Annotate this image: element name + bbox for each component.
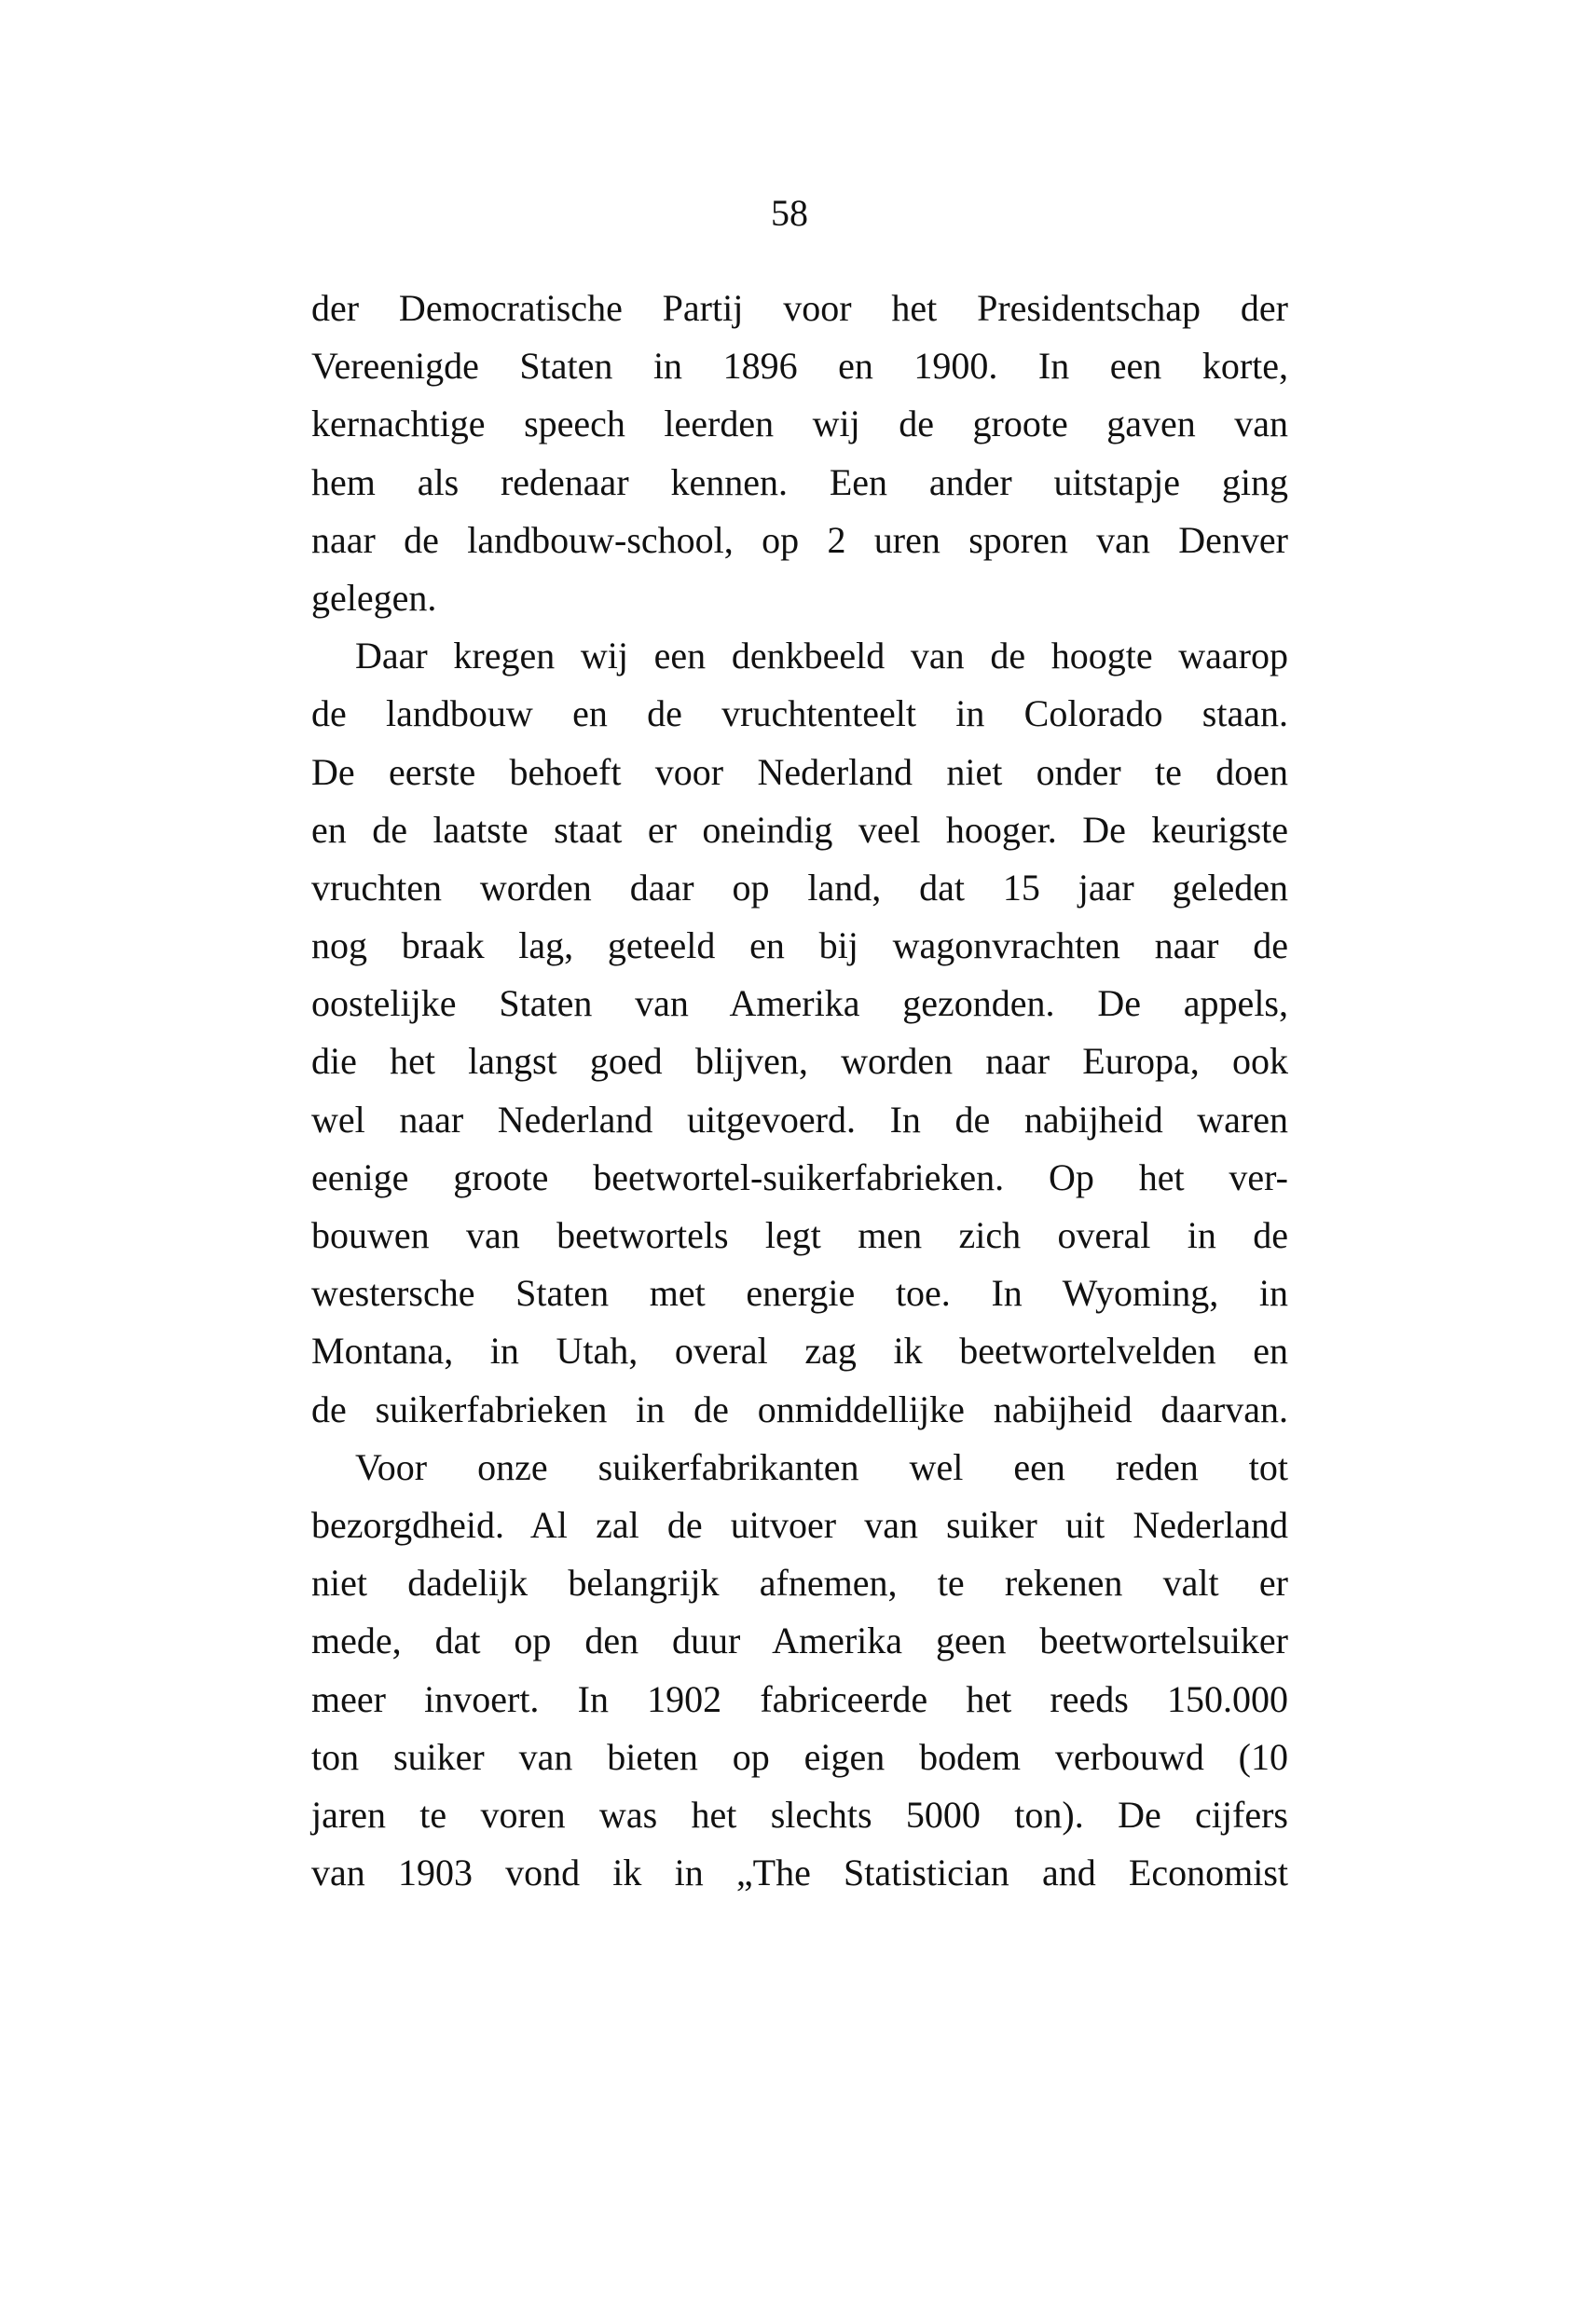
body-text [311, 280, 1288, 1902]
text-line: jaren te voren was het slechts 5000 ton). De cijfers [311, 1793, 1288, 1836]
text-line: kernachtige speech leerden wij de groote gaven van [311, 403, 1288, 445]
text-line: hem als redenaar kennen. Een ander uitstapje ging [311, 460, 1288, 503]
text-line: mede, dat op den duur Amerika geen beetwortelsuiker [311, 1620, 1288, 1662]
text-line: oostelijke Staten van Amerika gezonden. De appels, [311, 982, 1288, 1025]
text-line: die het langst goed blijven, worden naar Europa, ook [311, 1040, 1288, 1083]
text-line: en de laatste staat er oneindig veel hooger. De keurigste [311, 808, 1288, 851]
text-line: westersche Staten met energie toe. In Wyoming, in [311, 1272, 1288, 1315]
text-line: Daar kregen wij een denkbeeld van de hoogte waarop [355, 635, 1288, 677]
text-line: eenige groote beetwortel-suikerfabrieken. Op het ver- [311, 1155, 1288, 1198]
page-number: 58 [771, 192, 808, 234]
text-line: de landbouw en de vruchtenteelt in Colorado staan. [311, 692, 1288, 735]
text-line: ton suiker van bieten op eigen bodem verbouwd (10 [311, 1735, 1288, 1778]
text-line: Vereenigde Staten in 1896 en 1900. In een korte, [311, 345, 1288, 388]
text-line: wel naar Nederland uitgevoerd. In de nabijheid waren [311, 1098, 1288, 1141]
text-line: naar de landbouw-school, op 2 uren sporen van Denver [311, 518, 1288, 561]
text-line: der Democratische Partij voor het Presidentschap der [311, 287, 1288, 329]
text-line: Voor onze suikerfabrikanten wel een reden tot [355, 1445, 1288, 1488]
text-line: De eerste behoeft voor Nederland niet onder te doen [311, 750, 1288, 793]
text-line: gelegen. [311, 576, 437, 619]
text-line: de suikerfabrieken in de onmiddellijke nabijheid daarvan. [311, 1388, 1288, 1430]
text-line: van 1903 vond ik in „The Statistician and Economist [311, 1852, 1288, 1894]
text-line: vruchten worden daar op land, dat 15 jaar geleden [311, 866, 1288, 909]
text-line: meer invoert. In 1902 fabriceerde het reeds 150.000 [311, 1677, 1288, 1720]
text-line: bezorgdheid. Al zal de uitvoer van suiker uit Nederland [311, 1503, 1288, 1546]
text-line: Montana, in Utah, overal zag ik beetwortelvelden en [311, 1330, 1288, 1373]
text-line: nog braak lag, geteeld en bij wagonvrachten naar de [311, 924, 1288, 967]
text-line: niet dadelijk belangrijk afnemen, te rekenen valt er [311, 1562, 1288, 1605]
text-line: bouwen van beetwortels legt men zich overal in de [311, 1214, 1288, 1256]
